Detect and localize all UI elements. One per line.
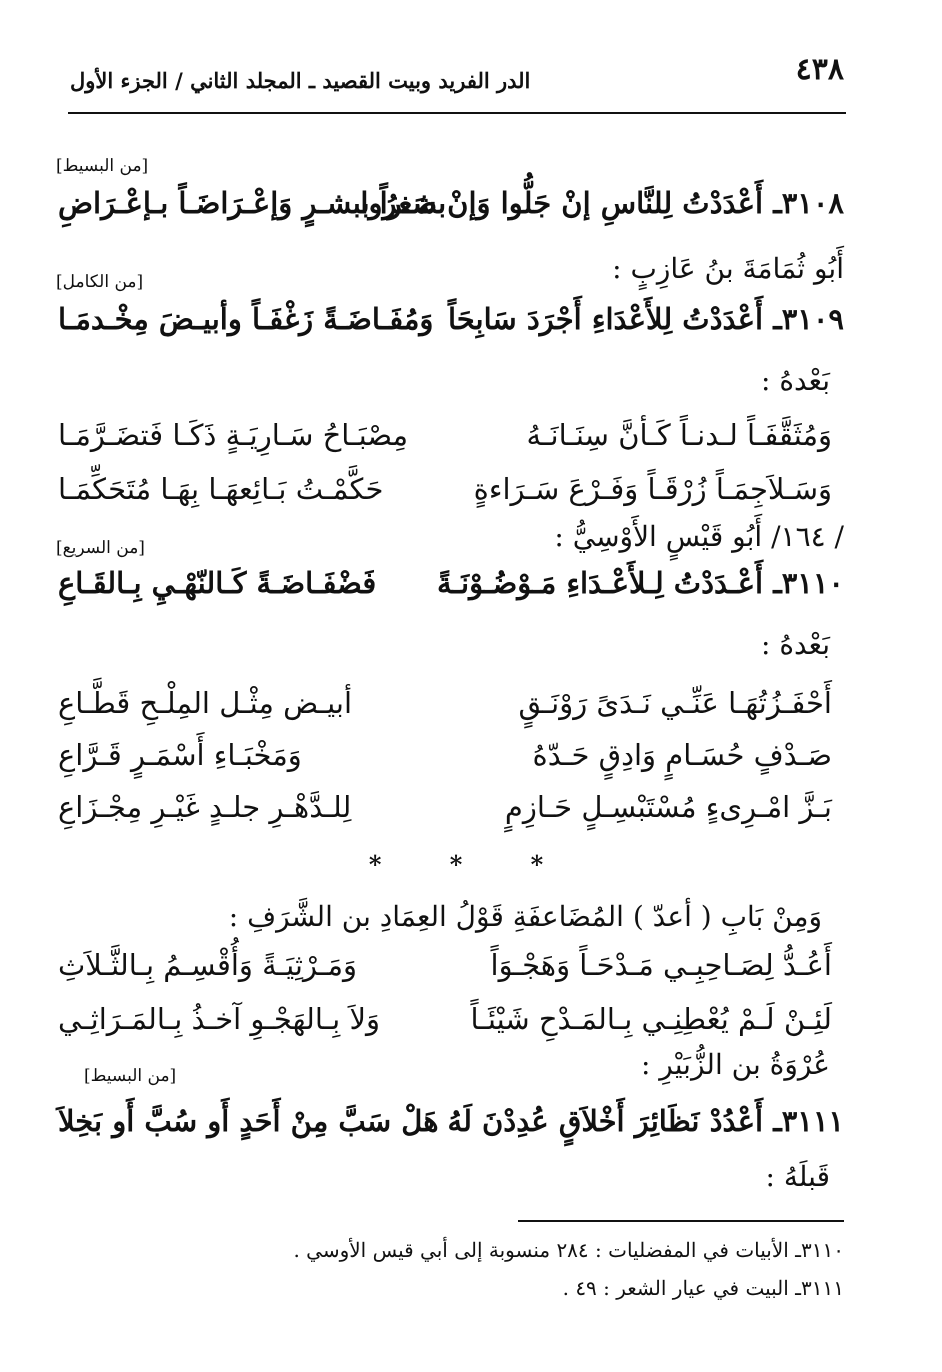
verse-section [58,948,832,992]
entry-number: ٣١١١ـ [773,1104,844,1138]
entry-number: ٣١٠٩ـ [773,302,844,336]
verse-3109 [58,302,844,346]
verse-3111 [58,1104,844,1148]
verse-first-hemistich: ٣١١٠ـ أَعْـدَدْتُ لِـلأَعْـدَاءِ مَـوْضُـوْنَـةً [437,566,844,600]
verse-first-hemistich: بَـزَّ امْـرِىءٍ مُسْتَبْسِـلٍ حَـازِمٍ [504,790,832,824]
poet-attribution: / ١٦٤/ أَبُو قَيْسٍ الأَوْسِيُّ : [554,520,844,553]
verse-second-hemistich: بشـراً ببشـرٍ وَإعْـرَاضَـاً بـإعْـرَاضِ [58,186,447,220]
verse-first-hemistich: ٣١١١ـ أَعْدُدْ نَظَائِرَ أَخْلاَقٍ عُدِدْنَ لَهُ [447,1104,844,1138]
verse-second-hemistich: حَكَّمْـتُ بَـائِعهَـا بِهَـا مُتَحَكِّمَـا [58,472,384,506]
verse-first-hemistich: صَـدْفٍ حُسَـامٍ وَادِقٍ حَـدّهُ [532,738,832,772]
verse-after [58,472,832,516]
footnote-rule [518,1220,844,1222]
verse-second-hemistich: فَضْفَـاضَـةً كَـالنّهْـيِ بِـالقَـاعِ [58,566,377,600]
page-header [70,52,844,96]
section-separator: * * * [368,850,574,879]
running-title: الدر الفريد وبيت القصيد ـ المجلد الثاني / الجزء الأول [70,68,531,93]
verse-first-hemistich: وَمُثَقَّفَـاً لـدنـاً كَـأنَّ سِنَـانَـهُ [526,418,832,452]
after-label: بَعْدهُ : [760,364,830,397]
verse-after [58,686,832,730]
verse-first-hemistich: أَحْفَـزُتُهَـا عَنِّـي نَـدَىً رَوْنَـقٍ [518,686,832,720]
after-label: قَبلَهُ : [765,1160,830,1193]
verse-after [58,418,832,462]
verse-second-hemistich: لِلـدَّهْـرِ جلـدٍ غَيْـرِ مِجْـزَاعِ [58,790,352,824]
footnote: ٣١١٠ـ الأبيات في المفضليات : ٢٨٤ منسوبة إلى أبي قيس الأوسي . [293,1238,844,1262]
meter-label: [من الكامل] [56,272,144,292]
verse-first-hemistich: لَئِـنْ لَـمْ يُعْطِنِـي بِـالمَـدْحِ شَيْئَـاً [470,1002,832,1036]
verse-first-hemistich: وَسَـلاَجِمَـاً زُرْقَـاً وَفَـرْعَ سَـرَاءةٍ [473,472,832,506]
verse-second-hemistich: وَمَخْبَـاءِ أَسْمَـرٍ قَـرَّاعِ [58,738,302,772]
verse-after [58,790,832,834]
verse-first-hemistich: أَعُـدُّ لِصَـاحِبِـي مَـدْحَـاً وَهَجْـوَاً [490,948,832,982]
page-number: ٤٣٨ [795,52,844,87]
footnote: ٣١١١ـ البيت في عيار الشعر : ٤٩ . [562,1276,844,1300]
poet-attribution: عُرْوَةُ بن الزُّبَيْرِ : [640,1048,830,1081]
meter-label: [من السريع] [56,538,145,558]
verse-after [58,738,832,782]
entry-number: ٣١٠٨ـ [773,186,844,220]
verse-section [58,1002,832,1046]
entry-number: ٣١١٠ـ [773,566,844,600]
section-intro: وَمِنْ بَابِ ( أعدّ ) المُضَاعفَةِ قَوْلُ العِمَادِ بن الشَّرَفِ : [228,900,822,933]
meter-label: [من البسيط] [56,156,149,176]
verse-first-hemistich: ٣١٠٩ـ أَعْدَدْتُ لِلأَعْدَاءِ أَجْرَدَ سَابِحَاً [447,302,844,336]
after-label: بَعْدهُ : [760,628,830,661]
verse-second-hemistich: مِصْبَـاحُ سَـارِيَـةٍ ذَكَـا فَتضَـرَّمَـا [58,418,409,452]
verse-first-hemistich: ٣١٠٨ـ أَعْدَدْتُ لِلنَّاسِ إنْ جَلُّوا وَإنْ صَغرُوا [360,186,844,220]
verse-second-hemistich: أبيـض مِثْـل المِلْـحِ قَطَّـاعِ [58,686,353,720]
poet-attribution: أَبُو ثُمَامَةَ بنُ عَازِبٍ : [612,252,844,285]
meter-label: [من البسيط] [84,1066,177,1086]
header-rule [68,112,846,114]
verse-second-hemistich: هَلْ سَبَّ مِنْ أَحَدٍ أَو سُبَّ أَو بَخِلاَ [58,1104,439,1138]
verse-second-hemistich: وَمُفَـاضَـةً زَغْفَـاً وأبيـضَ مِخْـدمَـا [58,302,434,336]
verse-second-hemistich: وَمَـرْثِيَـةً وَأُقْسِـمُ بِـالثَّـلاَثِ [58,948,358,982]
verse-second-hemistich: وَلاَ بِـالهَجْـوِ آخـذُ بِـالمَـرَاثِـي [58,1002,381,1036]
verse-3108 [58,186,844,230]
verse-3110 [58,566,844,610]
